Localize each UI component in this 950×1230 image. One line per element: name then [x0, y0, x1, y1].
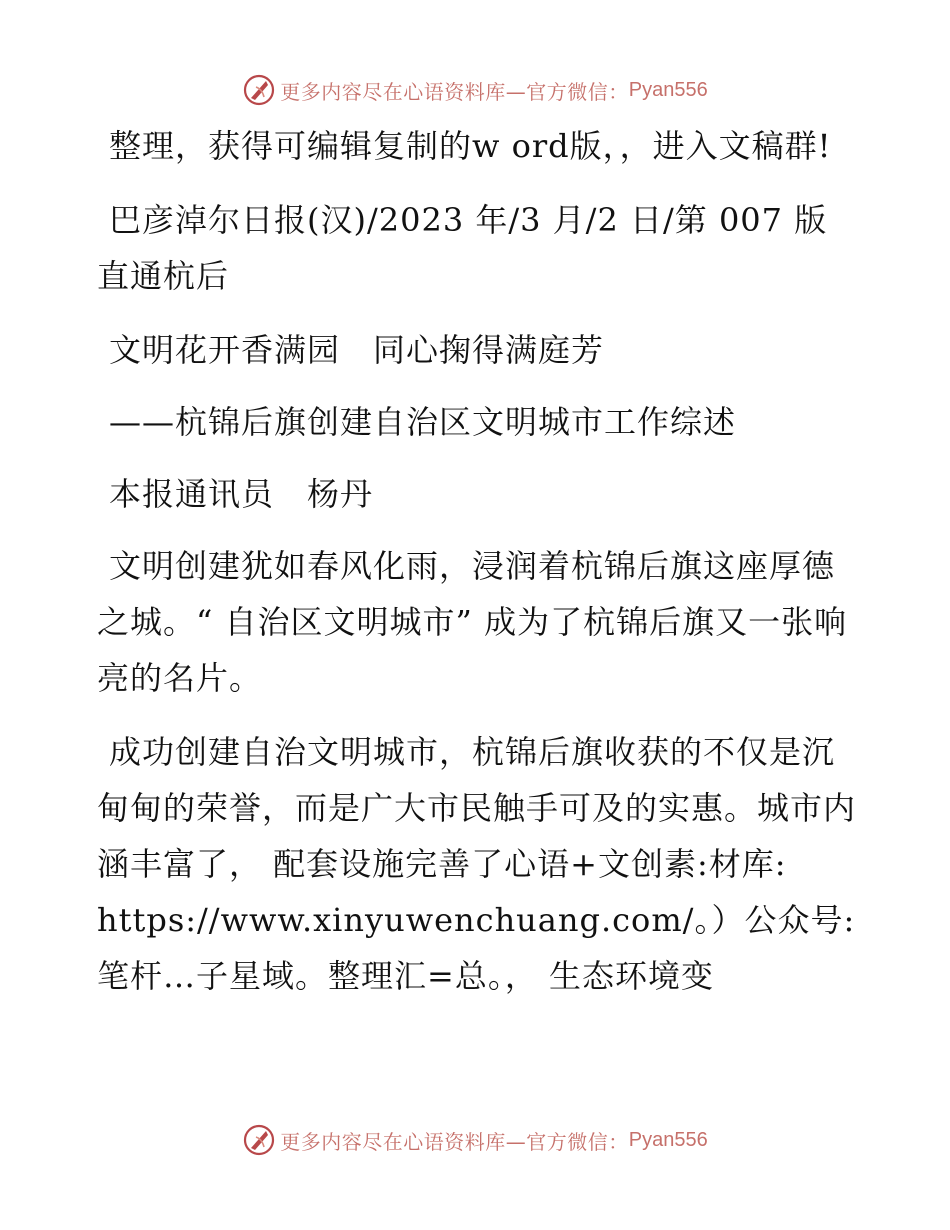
pen-feather-logo-icon	[242, 73, 276, 107]
watermark-text: 更多内容尽在心语资料库—官方微信：	[280, 1129, 629, 1154]
body-paragraph-2: 成功创建自治文明城市，杭锦后旗收获的不仅是沉甸甸的荣誉，而是广大市民触手可及的实惠。城市内涵丰富了， 配套设施完善了心语+文创素:材库: https://www.xinyuwenchuang.com/。）公众号: 笔杆…子星域。整理汇=总。， 生态环境变	[97, 733, 857, 995]
watermark-wechat-id: Pyan556	[628, 78, 708, 101]
article-subtitle: ——杭锦后旗创建自治区文明城市工作综述	[109, 403, 737, 441]
byline: 本报通讯员 杨丹	[109, 475, 374, 513]
source-line: 巴彦淖尔日报(汉)/2023 年/3 月/2 日/第 007 版直通杭后	[97, 201, 828, 295]
pen-feather-logo-icon	[242, 1123, 276, 1157]
footer-watermark	[0, 1120, 950, 1160]
intro-paragraph: 整理，获得可编辑复制的w ord版，，进入文稿群!	[109, 127, 832, 165]
document-body	[97, 118, 857, 1022]
header-watermark	[0, 70, 950, 110]
article-title: 文明花开香满园 同心掬得满庭芳	[109, 331, 605, 369]
body-paragraph-1: 文明创建犹如春风化雨，浸润着杭锦后旗这座厚德之城。“ 自治区文明城市” 成为了杭锦后旗又一张响亮的名片。	[97, 547, 848, 697]
watermark-wechat-id: Pyan556	[628, 1128, 708, 1151]
watermark-text: 更多内容尽在心语资料库—官方微信：	[280, 79, 629, 104]
